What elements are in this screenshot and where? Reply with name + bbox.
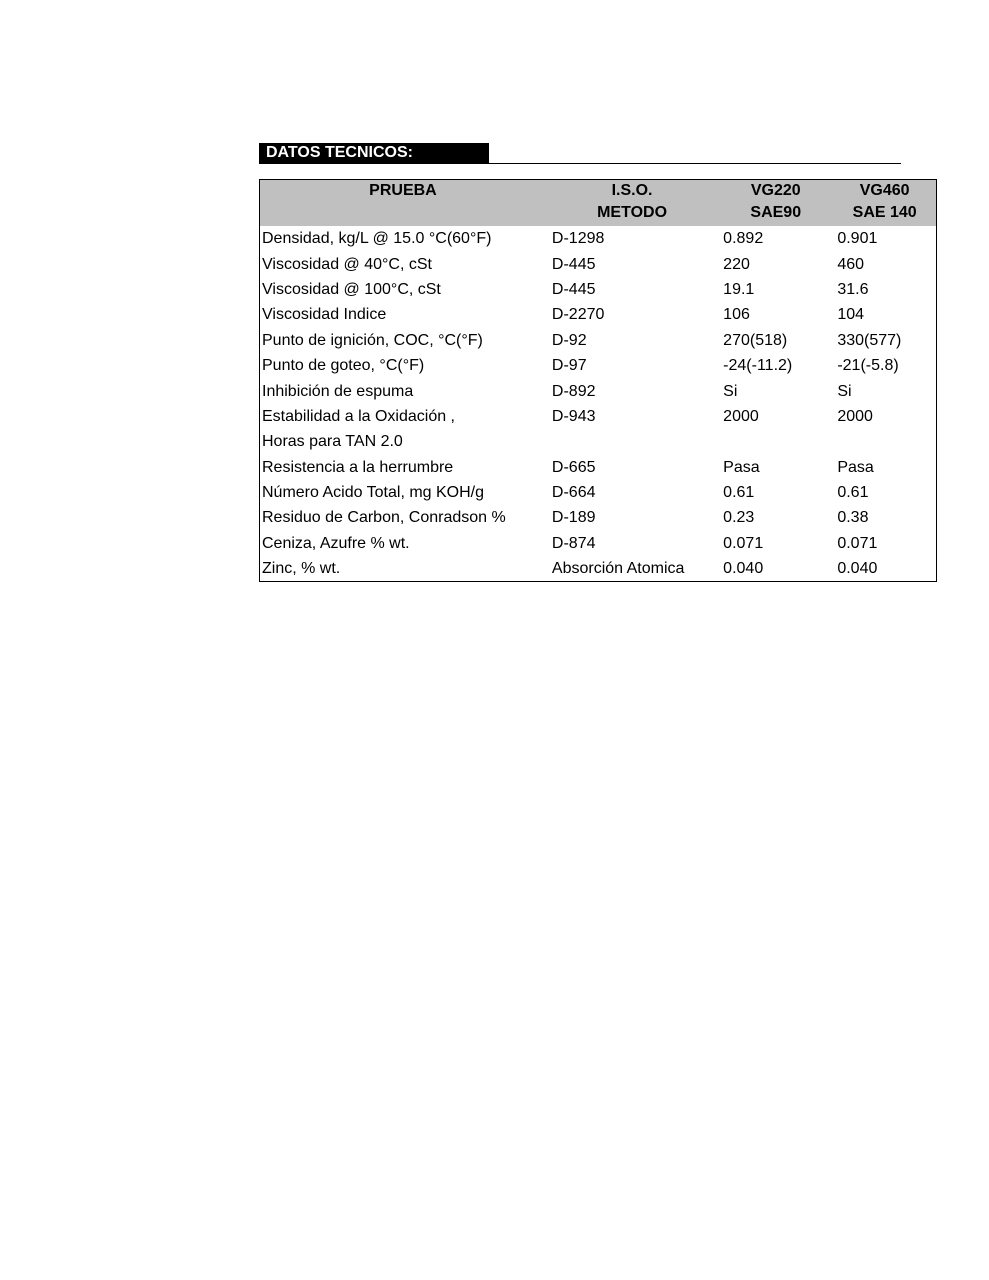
cell-prueba: Punto de goteo, °C(°F) — [262, 357, 425, 375]
cell-metodo: D-445 — [551, 255, 596, 273]
cell-vg220: 19.1 — [723, 280, 755, 298]
header-vg460 — [833, 180, 936, 227]
cell-vg460: 0.61 — [837, 484, 869, 502]
cell-prueba: Inhibición de espuma — [262, 382, 414, 400]
cell-vg220: Pasa — [723, 458, 760, 476]
cell-vg220: 106 — [723, 306, 750, 324]
table-row — [260, 429, 937, 454]
cell-metodo: D-1298 — [551, 230, 605, 248]
table-row — [260, 302, 937, 327]
cell-prueba: Zinc, % wt. — [262, 560, 341, 578]
cell-prueba: Densidad, kg/L @ 15.0 °C(60°F) — [262, 230, 492, 248]
cell-vg220 — [718, 429, 833, 454]
header-vg220 — [718, 180, 833, 227]
cell-metodo: D-92 — [551, 331, 587, 349]
header-line: PRUEBA — [369, 182, 437, 199]
cell-vg460: 0.901 — [837, 230, 878, 248]
cell-vg220: 0.071 — [723, 534, 764, 552]
cell-prueba: Estabilidad a la Oxidación , — [262, 407, 455, 425]
header-line: I.S.O. — [611, 182, 653, 199]
cell-vg220: 270(518) — [723, 331, 788, 349]
cell-vg460: Pasa — [837, 458, 874, 476]
cell-vg460: 0.071 — [837, 534, 878, 552]
header-line: SAE 140 — [852, 204, 917, 221]
table-row — [260, 455, 937, 480]
cell-vg460: 460 — [837, 255, 865, 273]
cell-prueba: Residuo de Carbon, Conradson % — [262, 509, 506, 527]
cell-prueba: Resistencia a la herrumbre — [262, 458, 454, 476]
cell-vg460 — [833, 429, 936, 454]
cell-prueba: Punto de ignición, COC, °C(°F) — [262, 331, 483, 349]
cell-metodo: D-874 — [551, 534, 596, 552]
cell-metodo: D-664 — [551, 484, 596, 502]
cell-prueba: Viscosidad @ 100°C, cSt — [262, 280, 441, 298]
table-row — [260, 531, 937, 556]
cell-metodo: D-892 — [551, 382, 596, 400]
cell-metodo: D-97 — [551, 357, 587, 375]
header-line: SAE90 — [750, 204, 802, 221]
cell-metodo: Absorción Atomica — [551, 560, 685, 578]
cell-prueba: Horas para TAN 2.0 — [262, 433, 403, 451]
technical-data-table — [259, 179, 937, 582]
section-title: DATOS TECNICOS: — [259, 143, 489, 163]
header-line: VG220 — [750, 182, 801, 199]
table-row — [260, 251, 937, 276]
cell-metodo: D-189 — [551, 509, 596, 527]
cell-vg460: 31.6 — [837, 280, 869, 298]
cell-prueba: Número Acido Total, mg KOH/g — [262, 484, 485, 502]
cell-metodo: D-665 — [551, 458, 596, 476]
table-row — [260, 505, 937, 530]
table-row — [260, 378, 937, 403]
table-row — [260, 353, 937, 378]
table-row — [260, 480, 937, 505]
cell-vg220: 0.040 — [723, 560, 764, 578]
cell-vg460: 2000 — [837, 407, 873, 425]
cell-vg460: 104 — [837, 306, 865, 324]
cell-vg460: 330(577) — [837, 331, 902, 349]
cell-metodo: D-445 — [551, 280, 596, 298]
cell-vg460: Si — [837, 382, 852, 400]
cell-vg220: 2000 — [723, 407, 759, 425]
cell-vg460: -21(-5.8) — [837, 357, 899, 375]
cell-prueba: Viscosidad Indice — [262, 306, 387, 324]
header-prueba — [260, 180, 546, 227]
section-header — [259, 143, 901, 164]
cell-vg220: 0.23 — [723, 509, 755, 527]
cell-prueba: Viscosidad @ 40°C, cSt — [262, 255, 432, 273]
cell-vg460: 0.040 — [837, 560, 878, 578]
table-row — [260, 328, 937, 353]
table-row — [260, 226, 937, 251]
cell-vg220: 220 — [723, 255, 750, 273]
cell-metodo — [546, 429, 718, 454]
cell-vg220: 0.892 — [723, 230, 764, 248]
cell-vg220: 0.61 — [723, 484, 755, 502]
header-line: METODO — [597, 204, 668, 221]
cell-prueba: Ceniza, Azufre % wt. — [262, 534, 410, 552]
cell-metodo: D-2270 — [551, 306, 605, 324]
table-row — [260, 404, 937, 429]
cell-vg460: 0.38 — [837, 509, 869, 527]
cell-vg220: Si — [723, 382, 738, 400]
cell-vg220: -24(-11.2) — [723, 357, 793, 375]
cell-metodo: D-943 — [551, 407, 596, 425]
table-row — [260, 556, 937, 582]
table-row — [260, 277, 937, 302]
header-metodo — [546, 180, 718, 227]
table-header-row — [260, 180, 937, 227]
header-line: VG460 — [859, 182, 910, 199]
